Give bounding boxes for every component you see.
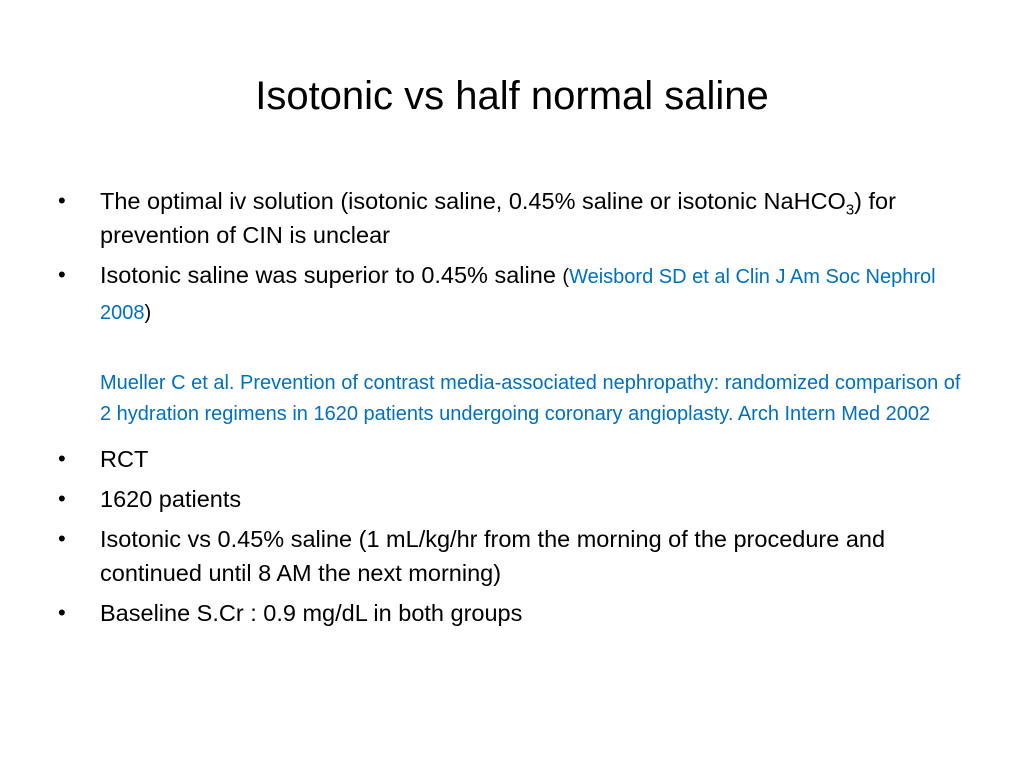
- bullet-text: The optimal iv solution (isotonic saline, 0.45% saline or isotonic NaHCO: [100, 188, 846, 214]
- bullet-text-end: ) for prevention of CIN is unclear: [100, 188, 896, 248]
- bullet-text: Isotonic saline was superior to 0.45% saline: [100, 262, 563, 288]
- citation-weisbord: Weisbord SD et al Clin J Am Soc Nephrol 2008: [100, 266, 936, 324]
- paren-open: (: [562, 266, 570, 288]
- paren-close: ): [144, 302, 152, 324]
- bullet-icon: •: [58, 446, 66, 471]
- bullet-text: RCT: [100, 446, 149, 472]
- bullet-text: Isotonic vs 0.45% saline (1 mL/kg/hr from the morning of the procedure and continued until 8 AM the next morning): [100, 526, 886, 586]
- bullet-isotonic-superior: [56, 258, 976, 330]
- bullet-patients: [56, 482, 976, 516]
- bullet-rct: [56, 442, 976, 476]
- bullet-baseline-scr: [56, 596, 976, 630]
- bullet-icon: •: [58, 486, 66, 511]
- bullet-text: 1620 patients: [100, 486, 242, 512]
- bullet-optimal-solution: [56, 184, 976, 252]
- slide-title: Isotonic vs half normal saline: [255, 74, 769, 118]
- subscript-3: 3: [845, 201, 855, 219]
- bullet-icon: •: [58, 600, 66, 625]
- bullet-icon: •: [58, 526, 66, 551]
- bullet-isotonic-vs: [56, 522, 976, 590]
- bullet-icon: •: [58, 188, 66, 213]
- reference-mueller: Mueller C et al. Prevention of contrast media-associated nephropathy: randomized comparison of 2 hydration regimens in 1620 patients undergoing coronary angioplasty. Arch Intern Med 2002: [100, 372, 961, 425]
- bullet-icon: •: [58, 262, 66, 287]
- slide-content: [56, 184, 976, 630]
- bullet-text: Baseline S.Cr : 0.9 mg/dL in both groups: [100, 600, 523, 626]
